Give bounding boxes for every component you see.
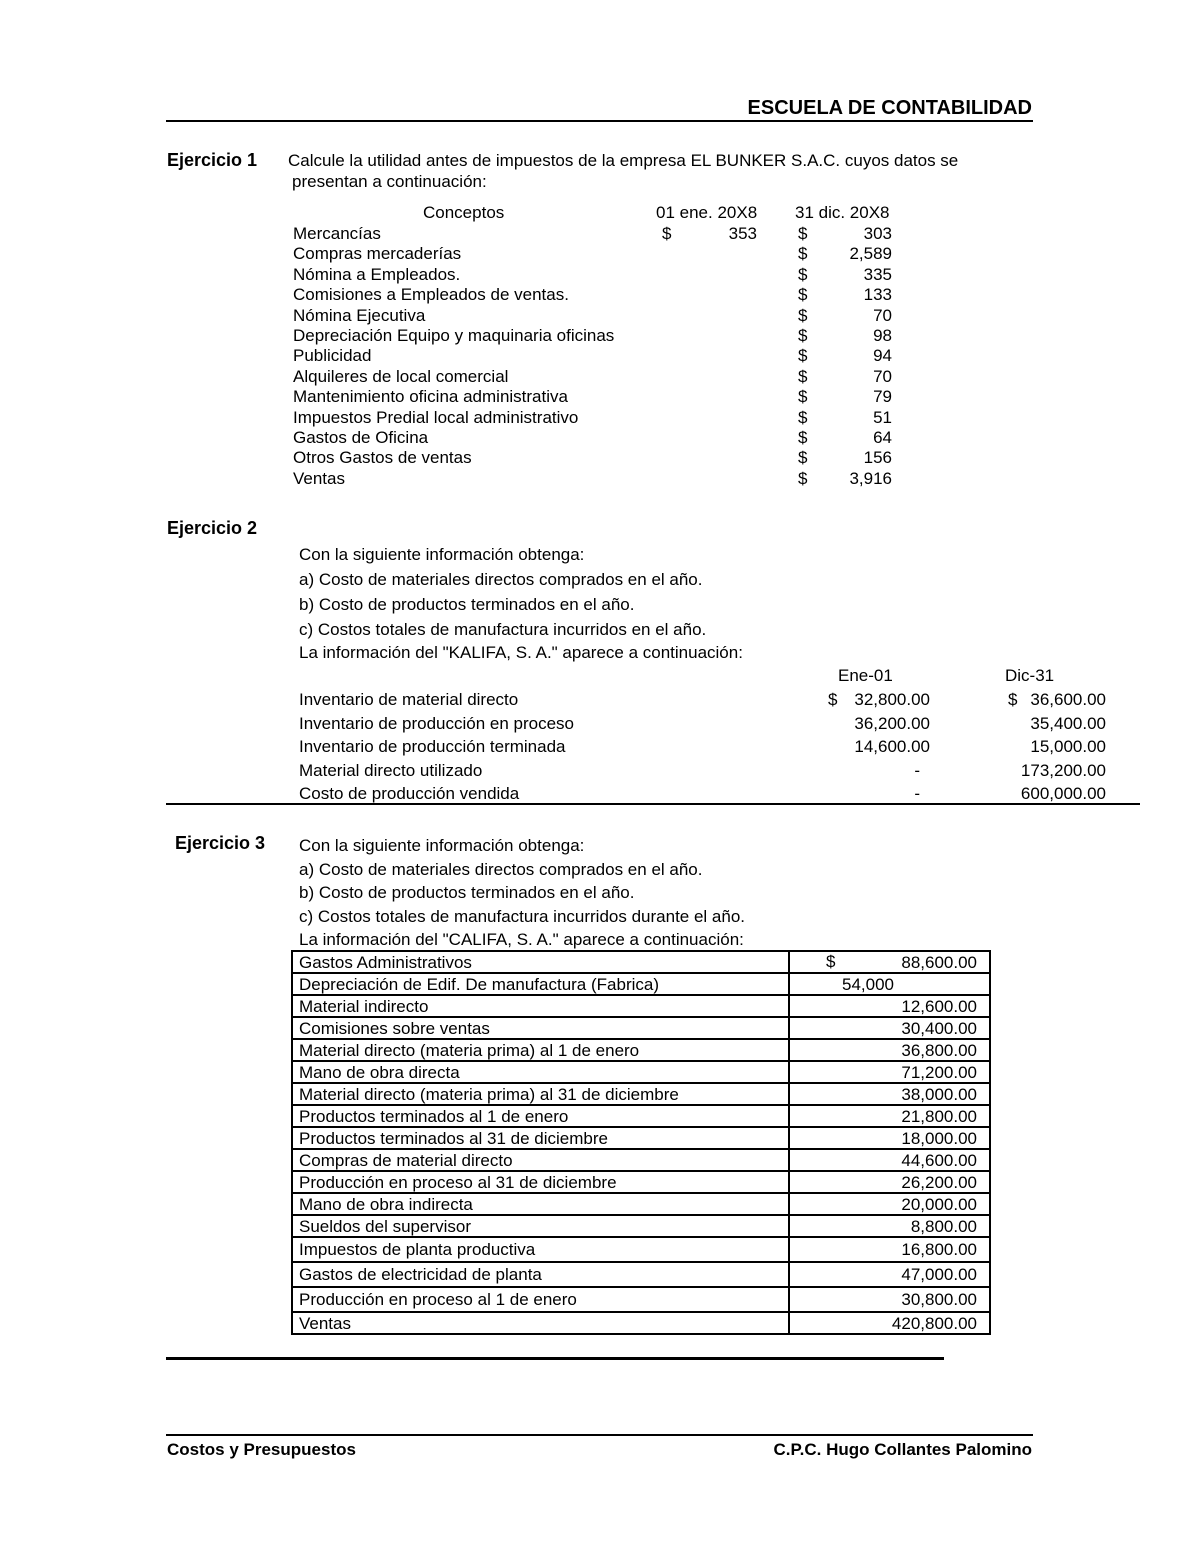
ex2-row-value-ene: - [914, 760, 920, 780]
ex1-row-end-value: 94 [873, 346, 892, 366]
ex3-table-row [292, 1193, 990, 1215]
ex3-row-value: 20,000.00 [901, 1194, 977, 1214]
ex3-row-label: Sueldos del supervisor [292, 1215, 789, 1237]
ex1-row-currency-end: $ [798, 244, 808, 264]
ex2-row-value-dic: 173,200.00 [1020, 760, 1106, 780]
ex2-row-currency-dic: $ [1008, 690, 1018, 709]
ex3-row-label: Producción en proceso al 1 de enero [292, 1287, 789, 1312]
ex3-row-value: 8,800.00 [910, 1216, 977, 1236]
ex3-row-currency: $ [826, 952, 836, 971]
ex3-row-value: 21,800.00 [901, 1106, 977, 1126]
ex3-table-row [292, 1149, 990, 1171]
ex3-table-row [292, 1287, 990, 1312]
ex1-row-end-value: 64 [873, 428, 892, 447]
ex3-row-value-cell [789, 1171, 990, 1193]
ex2-row-value-dic: 35,400.00 [1030, 713, 1106, 733]
ex3-row-value-cell [789, 1149, 990, 1171]
ex2-row-label: Inventario de producción terminada [299, 737, 566, 756]
ex3-row-label: Material directo (materia prima) al 1 de enero [292, 1039, 789, 1061]
ex3-row-value: 30,800.00 [901, 1290, 977, 1309]
ex3-row-value: 44,600.00 [901, 1150, 977, 1170]
ex1-row-end-value: 133 [863, 285, 892, 305]
ex1-row-currency-end: $ [798, 387, 808, 407]
ex3-row-label: Mano de obra directa [292, 1061, 789, 1083]
ex2-row-value-dic: 600,000.00 [1020, 784, 1106, 803]
ex3-row-value-cell [789, 1017, 990, 1039]
ex1-row-end-value: 98 [873, 326, 892, 345]
ex3-row-value-cell [789, 1083, 990, 1105]
ex1-row-currency-end: $ [798, 407, 808, 427]
ex3-table-row [292, 1215, 990, 1237]
ex1-row-end-value: 70 [873, 305, 892, 325]
ex3-table-row [292, 1237, 990, 1262]
ex2-row-value-ene: - [914, 784, 920, 803]
ex3-row-value: 420,800.00 [891, 1313, 977, 1333]
ex2-row-label: Costo de producción vendida [299, 784, 520, 803]
ex3-row-label: Depreciación de Edif. De manufactura (Fabrica) [292, 973, 789, 995]
ex2-title: Ejercicio 2 [167, 518, 258, 538]
ex3-table-row [292, 1312, 990, 1334]
ex1-row-currency-start: $ [662, 224, 672, 243]
ex3-row-label: Compras de material directo [292, 1149, 789, 1171]
ex3-item-c: c) Costos totales de manufactura incurridos durante el año. [299, 907, 746, 926]
ex2-col-dic: Dic-31 [1005, 666, 1055, 685]
ex3-row-value: 88,600.00 [901, 952, 977, 972]
ex1-row-label: Mercancías [293, 224, 381, 243]
ex1-row-label: Nómina Ejecutiva [293, 305, 426, 325]
ex2-row-value-ene: 14,600.00 [854, 737, 930, 756]
ex1-row-end-value: 51 [873, 407, 892, 427]
ex3-row-value-cell [789, 1312, 990, 1334]
ex3-row-value-cell [789, 1039, 990, 1061]
ex3-row-value-cell [789, 995, 990, 1017]
ex1-intro-line1: Calcule la utilidad antes de impuestos de la empresa EL BUNKER S.A.C. cuyos datos se [288, 151, 959, 170]
header-rule [166, 120, 1033, 122]
ex3-row-value-cell [789, 1262, 990, 1287]
ex1-row-label: Impuestos Predial local administrativo [293, 407, 579, 427]
ex3-table-row [292, 1262, 990, 1287]
footer-author: C.P.C. Hugo Collantes Palomino [773, 1440, 1032, 1459]
footer-rule [166, 1434, 1033, 1436]
ex1-row-end-value: 70 [873, 366, 892, 386]
ex3-table-row [292, 1105, 990, 1127]
ex2-item-b: b) Costo de productos terminados en el año. [299, 595, 635, 614]
ex1-row-currency-end: $ [798, 366, 808, 386]
ex1-row-end-value: 156 [863, 448, 892, 468]
ex3-info: La información del "CALIFA, S. A." aparece a continuación: [299, 930, 744, 949]
ex1-row-label: Mantenimiento oficina administrativa [293, 387, 568, 407]
ex3-row-label: Mano de obra indirecta [292, 1193, 789, 1215]
ex2-item-c: c) Costos totales de manufactura incurridos en el año. [299, 620, 707, 639]
ex1-row-end-value: 3,916 [849, 468, 892, 488]
ex1-col-end: 31 dic. 20X8 [795, 203, 890, 222]
ex2-row-value-ene: 32,800.00 [854, 690, 930, 709]
ex1-col-concepts: Conceptos [423, 203, 505, 222]
ex3-row-value-cell [789, 1237, 990, 1262]
ex1-row-currency-end: $ [798, 468, 808, 488]
ex1-row-label: Comisiones a Empleados de ventas. [293, 285, 569, 305]
ex3-table-row [292, 1171, 990, 1193]
ex2-row-value-ene: 36,200.00 [854, 713, 930, 733]
ex3-row-value-cell [789, 1105, 990, 1127]
ex3-table-row [292, 951, 990, 973]
ex3-row-value-cell [789, 1061, 990, 1083]
ex3-row-value: 47,000.00 [901, 1265, 977, 1284]
ex2-row-value-dic: 15,000.00 [1030, 737, 1106, 756]
ex3-row-label: Gastos de electricidad de planta [292, 1262, 789, 1287]
ex3-row-value: 36,800.00 [901, 1040, 977, 1060]
ex3-table-row [292, 995, 990, 1017]
ex3-row-value-cell [789, 973, 990, 995]
ex3-table-row [292, 1039, 990, 1061]
ex2-row-label: Inventario de material directo [299, 690, 519, 709]
ex2-col-ene: Ene-01 [838, 666, 893, 685]
ex3-item-b: b) Costo de productos terminados en el año. [299, 883, 635, 902]
ex3-row-label: Producción en proceso al 31 de diciembre [292, 1171, 789, 1193]
ex3-bottom-rule [166, 1357, 944, 1360]
ex3-row-value: 12,600.00 [901, 996, 977, 1016]
ex3-row-value: 26,200.00 [901, 1172, 977, 1192]
ex1-row-label: Nómina a Empleados. [293, 264, 461, 284]
ex3-row-label: Material directo (materia prima) al 31 de diciembre [292, 1083, 789, 1105]
ex1-title: Ejercicio 1 [167, 150, 258, 170]
ex1-row-label: Publicidad [293, 346, 372, 366]
ex1-col-start: 01 ene. 20X8 [656, 203, 758, 222]
ex3-row-label: Material indirecto [292, 995, 789, 1017]
ex3-table-row [292, 973, 990, 995]
ex3-row-label: Ventas [292, 1312, 789, 1334]
ex1-row-end-value: 2,589 [849, 244, 892, 264]
ex3-row-value: 54,000 [842, 974, 894, 994]
ex1-row-currency-end: $ [798, 285, 808, 305]
ex1-row-currency-end: $ [798, 326, 808, 345]
ex1-row-start-value: 353 [728, 224, 757, 243]
ex1-row-label: Ventas [293, 468, 345, 488]
ex3-table-row [292, 1083, 990, 1105]
ex1-intro-line2: presentan a continuación: [292, 172, 487, 191]
ex3-row-label: Comisiones sobre ventas [292, 1017, 789, 1039]
ex1-row-label: Gastos de Oficina [293, 428, 429, 447]
ex3-row-value-cell [789, 951, 990, 973]
ex3-table-row [292, 1017, 990, 1039]
ex2-intro: Con la siguiente información obtenga: [299, 545, 585, 564]
ex3-item-a: a) Costo de materiales directos comprados en el año. [299, 860, 703, 879]
ex3-row-label: Productos terminados al 31 de diciembre [292, 1127, 789, 1149]
ex2-item-a: a) Costo de materiales directos comprados en el año. [299, 570, 703, 589]
ex3-table-row [292, 1061, 990, 1083]
ex1-row-currency-end: $ [798, 428, 808, 447]
ex1-row-end-value: 335 [863, 264, 892, 284]
ex3-table [291, 950, 991, 1335]
ex1-row-currency-end: $ [798, 346, 808, 366]
ex3-row-value-cell [789, 1127, 990, 1149]
ex2-bottom-rule [166, 803, 1140, 805]
school-title: ESCUELA DE CONTABILIDAD [747, 97, 1032, 119]
ex3-row-label: Impuestos de planta productiva [292, 1237, 789, 1262]
ex3-row-value-cell [789, 1193, 990, 1215]
ex1-row-currency-end: $ [798, 224, 808, 243]
ex2-row-label: Inventario de producción en proceso [299, 713, 575, 733]
ex1-row-currency-end: $ [798, 448, 808, 468]
ex1-row-currency-end: $ [798, 305, 808, 325]
ex3-row-value: 18,000.00 [901, 1128, 977, 1148]
ex3-row-value-cell [789, 1215, 990, 1237]
ex3-intro: Con la siguiente información obtenga: [299, 836, 585, 855]
ex3-table-row [292, 1127, 990, 1149]
ex3-row-value: 38,000.00 [901, 1084, 977, 1104]
ex3-row-value-cell [789, 1287, 990, 1312]
ex3-title: Ejercicio 3 [175, 833, 266, 853]
ex1-row-currency-end: $ [798, 264, 808, 284]
ex3-row-value: 16,800.00 [901, 1240, 977, 1259]
ex1-row-label: Compras mercaderías [293, 244, 462, 264]
ex1-row-end-value: 79 [873, 387, 892, 407]
ex1-row-label: Depreciación Equipo y maquinaria oficinas [293, 326, 615, 345]
ex1-row-label: Otros Gastos de ventas [293, 448, 472, 468]
ex1-row-end-value: 303 [863, 224, 892, 243]
ex3-row-value: 30,400.00 [901, 1018, 977, 1038]
ex2-row-value-dic: 36,600.00 [1030, 690, 1106, 709]
ex1-row-label: Alquileres de local comercial [293, 366, 509, 386]
ex3-row-label: Productos terminados al 1 de enero [292, 1105, 789, 1127]
ex2-info: La información del "KALIFA, S. A." aparece a continuación: [299, 643, 743, 662]
ex3-row-value: 71,200.00 [901, 1062, 977, 1082]
ex3-row-label: Gastos Administrativos [292, 951, 789, 973]
ex2-row-label: Material directo utilizado [299, 760, 483, 780]
footer-course: Costos y Presupuestos [167, 1440, 356, 1459]
ex2-row-currency-ene: $ [828, 690, 838, 709]
